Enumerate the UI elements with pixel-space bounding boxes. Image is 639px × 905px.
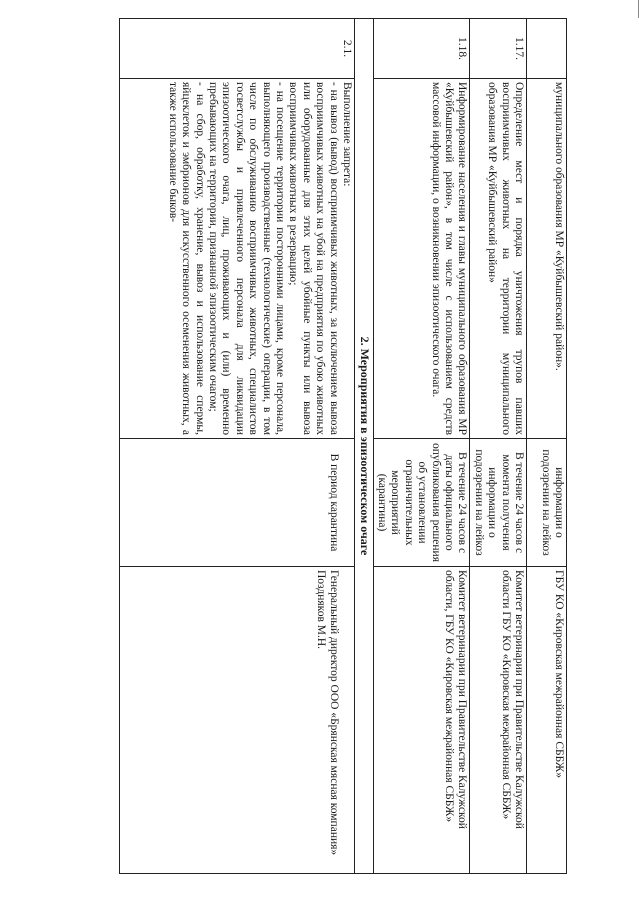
row-term: В течение 24 часов с даты официального опубликования решения об установлении ограничительных мероприятий (карантина) (373, 439, 470, 567)
section-title: 2. Мероприятия в эпизоотическом очаге (355, 19, 373, 874)
row-responsible: Генеральный директор ООО «Брянская мясная компания» Поздняков М.Н. (120, 567, 355, 874)
row-responsible: Комитет ветеринарии при Правительстве Калужской области, ГБУ КО «Кировская межрайонная СББЖ» (373, 567, 470, 874)
section-header-row (355, 19, 373, 874)
row-number (527, 19, 567, 79)
table-row-1-17 (470, 19, 527, 874)
action-line: - на вывоз (вывод) восприимчивых животных, за исключением вывоза восприимчивых животных на убой на предприятия по убою животных или оборудованные для этих целей убойные пункты или вывоза восприимчивых животных в резервацию; (287, 82, 340, 435)
action-line: - на посещение территории посторонними лицами, кроме персонала, выполняющего производственные (технологические) операции, в том числе по обслуживанию восприимчивых животных, специалистов госветслужбы и привлеченного персонала для ликвидации эпизоотического очага, лиц, проживающих и (или) временно пребывающих на территории, признанной эпизоотическим очагом; (207, 82, 287, 435)
row-action: Определение мест и порядка уничтожения трупов павших восприимчивых животных на территории муниципального образования МР «Куйбышевский район» (470, 79, 527, 439)
row-term: информации о подозрении на лейкоз (527, 439, 567, 567)
table-row-1-18 (373, 19, 470, 874)
row-number: 2.1. (120, 19, 355, 79)
row-action: муниципального образования МР «Куйбышевский район». (527, 79, 567, 439)
row-action (120, 79, 355, 439)
row-term: В период карантина (120, 439, 355, 567)
action-line: Выполнение запрета: (341, 82, 354, 187)
row-responsible: ГБУ КО «Кировская межрайонная СББЖ» (527, 567, 567, 874)
row-number: 1.18. (373, 19, 470, 79)
row-number: 1.17. (470, 19, 527, 79)
table-row-1-16-continued (527, 19, 567, 874)
action-line: - на сбор, обработку, хранение, вывоз и использование спермы, яйцеклеток и эмбрионов для искусственного осеменения животных, а также использование быков- (166, 82, 206, 435)
row-action: Информирование населения и главы муниципального образования МР «Куйбышевский район», в том числе с использованием средств массовой информации, о возникновении эпизоотического очага. (373, 79, 470, 439)
row-term: В течение 24 часов с момента получения информации о подозрении на лейкоз (470, 439, 527, 567)
measures-table (119, 18, 567, 874)
row-responsible: Комитет ветеринарии при Правительстве Калужской области ГБУ КО «Кировская межрайонная СББЖ» (470, 567, 527, 874)
table-row-2-1 (120, 19, 355, 874)
